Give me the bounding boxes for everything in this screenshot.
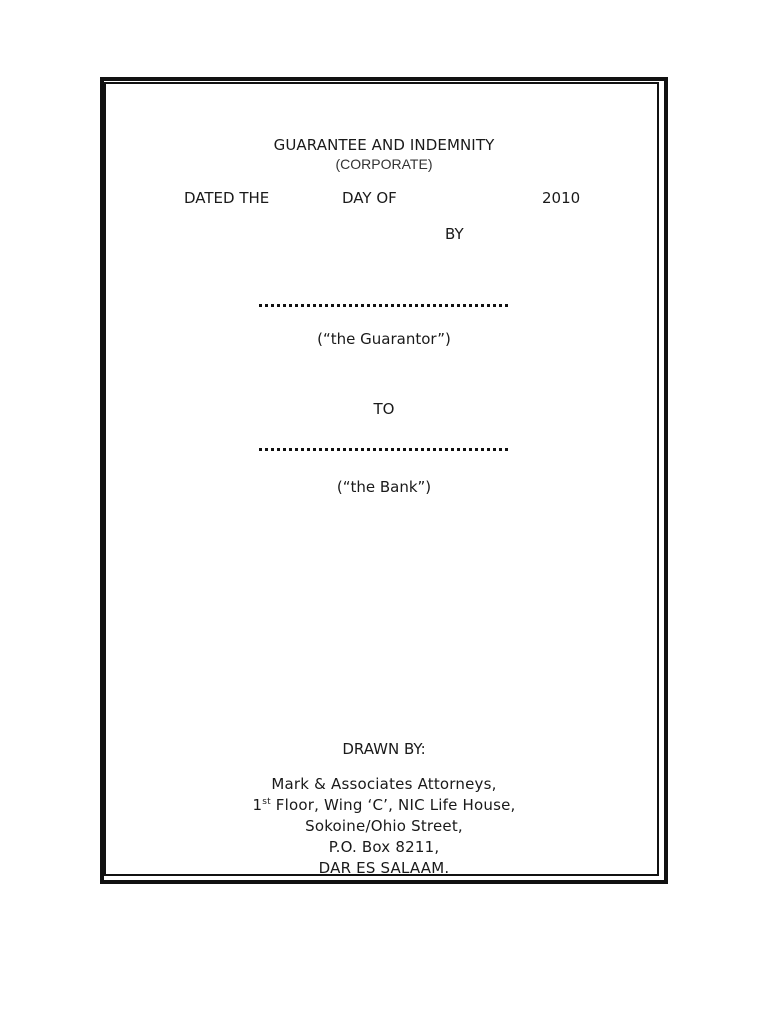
firm-name: Mark & Associates Attorneys, [271,775,497,793]
to-label: TO [373,400,395,418]
by-label: BY [445,225,464,243]
address-po-box: P.O. Box 8211, [328,838,440,856]
guarantor-label: (“the Guarantor”) [317,330,451,348]
address-floor-ordinal: st [262,797,271,807]
address-floor-number: 1 [252,796,263,814]
day-of-label: DAY OF [342,189,397,207]
year-label: 2010 [542,189,581,207]
address-floor [0,795,768,816]
document-subtitle: (CORPORATE) [335,156,433,172]
address-street: Sokoine/Ohio Street, [305,817,463,835]
drawn-by-label: DRAWN BY: [342,740,426,758]
address-floor-rest: Floor, Wing ‘C’, NIC Life House, [270,796,516,814]
bank-label: (“the Bank”) [336,478,432,496]
guarantor-name-blank [259,304,508,307]
bank-name-blank [259,448,508,451]
dated-label: DATED THE [184,189,270,207]
address-city: DAR ES SALAAM. [318,859,450,877]
document-title: GUARANTEE AND INDEMNITY [273,136,495,154]
